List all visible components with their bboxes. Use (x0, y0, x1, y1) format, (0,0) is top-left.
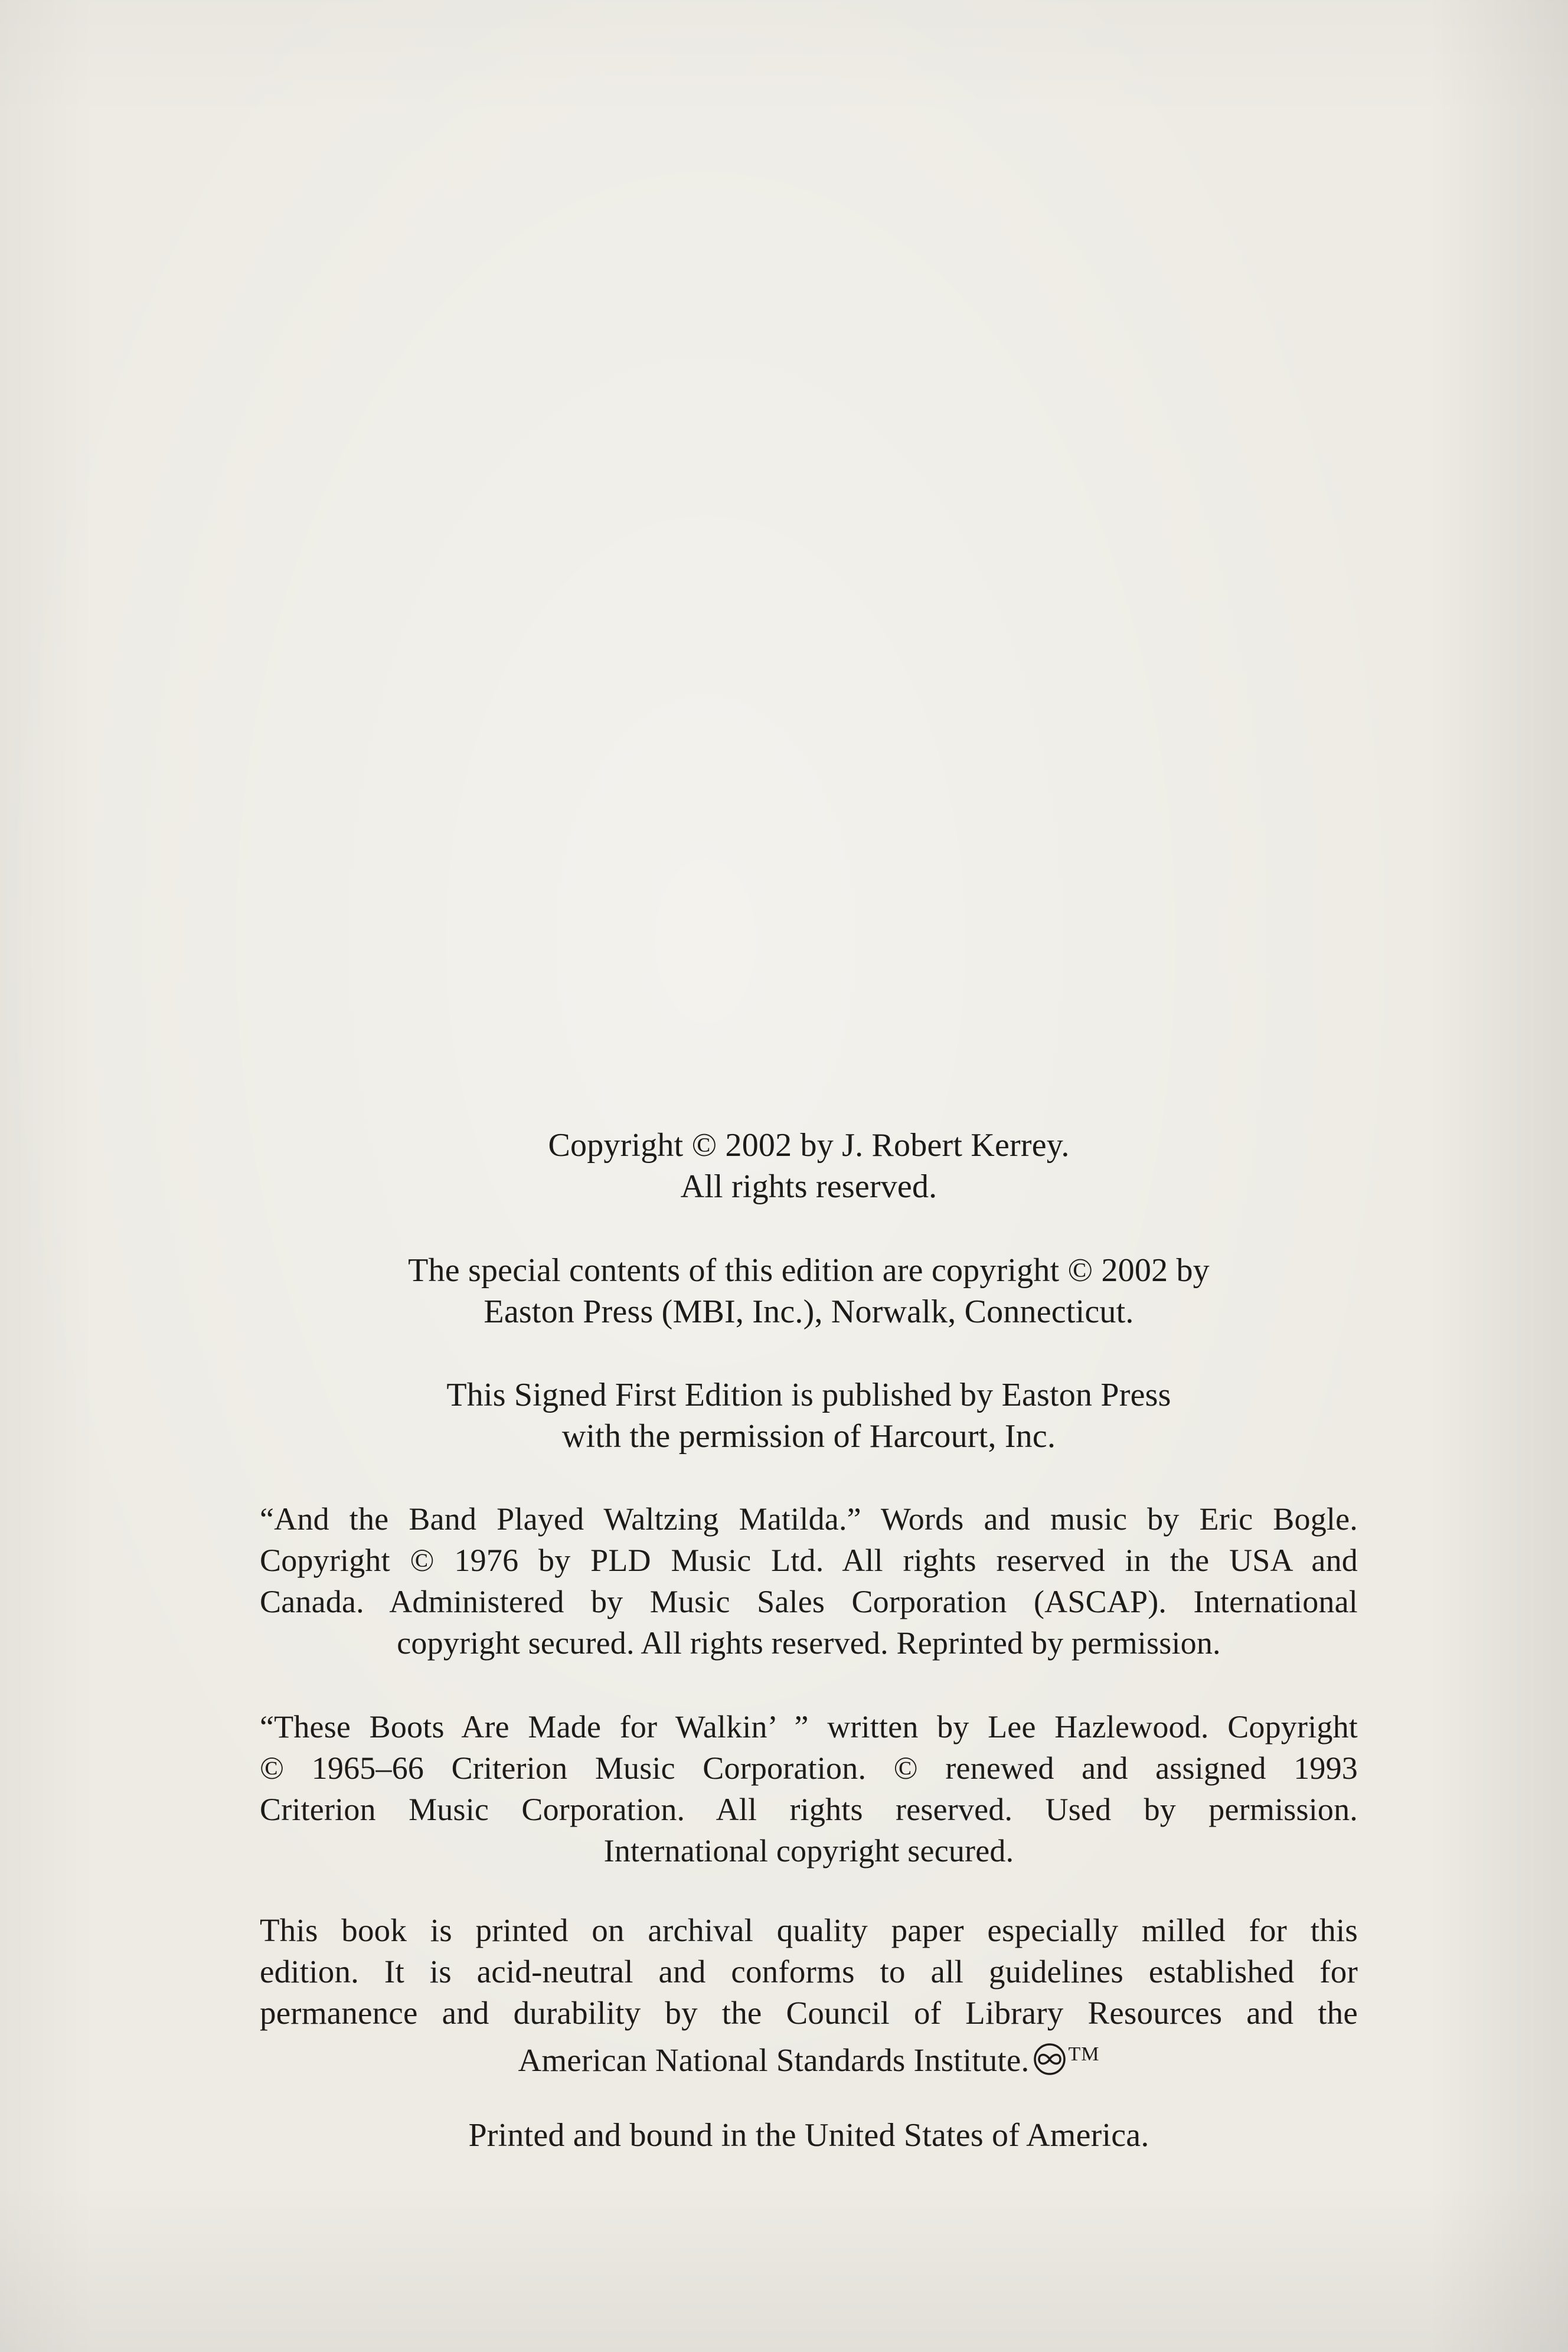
copyright-line: Copyright © 2002 by J. Robert Kerrey. (548, 1127, 1070, 1164)
archival-paper-line-4 (260, 2034, 1358, 2081)
these-boots-line-4: International copyright secured. (603, 1833, 1014, 1868)
waltzing-matilda-line-3: Canada. Administered by Music Sales Corporation (ASCAP). International (260, 1584, 1358, 1619)
these-boots-line-3: Criterion Music Corporation. All rights reserved. Used by permission. (260, 1792, 1358, 1827)
signed-edition-notice (260, 1374, 1358, 1457)
special-contents-line-1: The special contents of this edition are copyright © 2002 by (408, 1252, 1210, 1289)
signed-edition-line-2: with the permission of Harcourt, Inc. (561, 1418, 1056, 1455)
infinity-circle-icon (1031, 2043, 1068, 2076)
special-contents-notice (260, 1250, 1358, 1332)
archival-paper-line-3: permanence and durability by the Council of Library Resources and the (260, 1995, 1358, 2031)
archival-paper-notice (260, 1910, 1358, 2081)
trademark-symbol: TM (1068, 2043, 1100, 2065)
standards-institute-text: American National Standards Institute. (518, 2042, 1030, 2078)
printed-line: Printed and bound in the United States of America. (468, 2117, 1149, 2154)
printed-notice (260, 2115, 1358, 2156)
rights-reserved-line: All rights reserved. (680, 1168, 937, 1205)
archival-paper-line-2: edition. It is acid-neutral and conforms to all guidelines established for (260, 1954, 1358, 1990)
these-boots-line-2: © 1965–66 Criterion Music Corporation. © renewed and assigned 1993 (260, 1750, 1358, 1786)
waltzing-matilda-line-2: Copyright © 1976 by PLD Music Ltd. All rights reserved in the USA and (260, 1543, 1358, 1578)
special-contents-line-2: Easton Press (MBI, Inc.), Norwalk, Connecticut. (484, 1293, 1134, 1330)
signed-edition-line-1: This Signed First Edition is published by Easton Press (446, 1377, 1171, 1413)
waltzing-matilda-line-1: “And the Band Played Waltzing Matilda.” Words and music by Eric Bogle. (260, 1501, 1358, 1537)
these-boots-credit (260, 1706, 1358, 1871)
these-boots-line-1: “These Boots Are Made for Walkin’ ” written by Lee Hazlewood. Copyright (260, 1709, 1358, 1745)
copyright-notice (260, 1125, 1358, 1207)
waltzing-matilda-credit (260, 1498, 1358, 1664)
archival-paper-line-1: This book is printed on archival quality paper especially milled for this (260, 1912, 1358, 1948)
waltzing-matilda-line-4: copyright secured. All rights reserved. Reprinted by permission. (397, 1625, 1221, 1661)
